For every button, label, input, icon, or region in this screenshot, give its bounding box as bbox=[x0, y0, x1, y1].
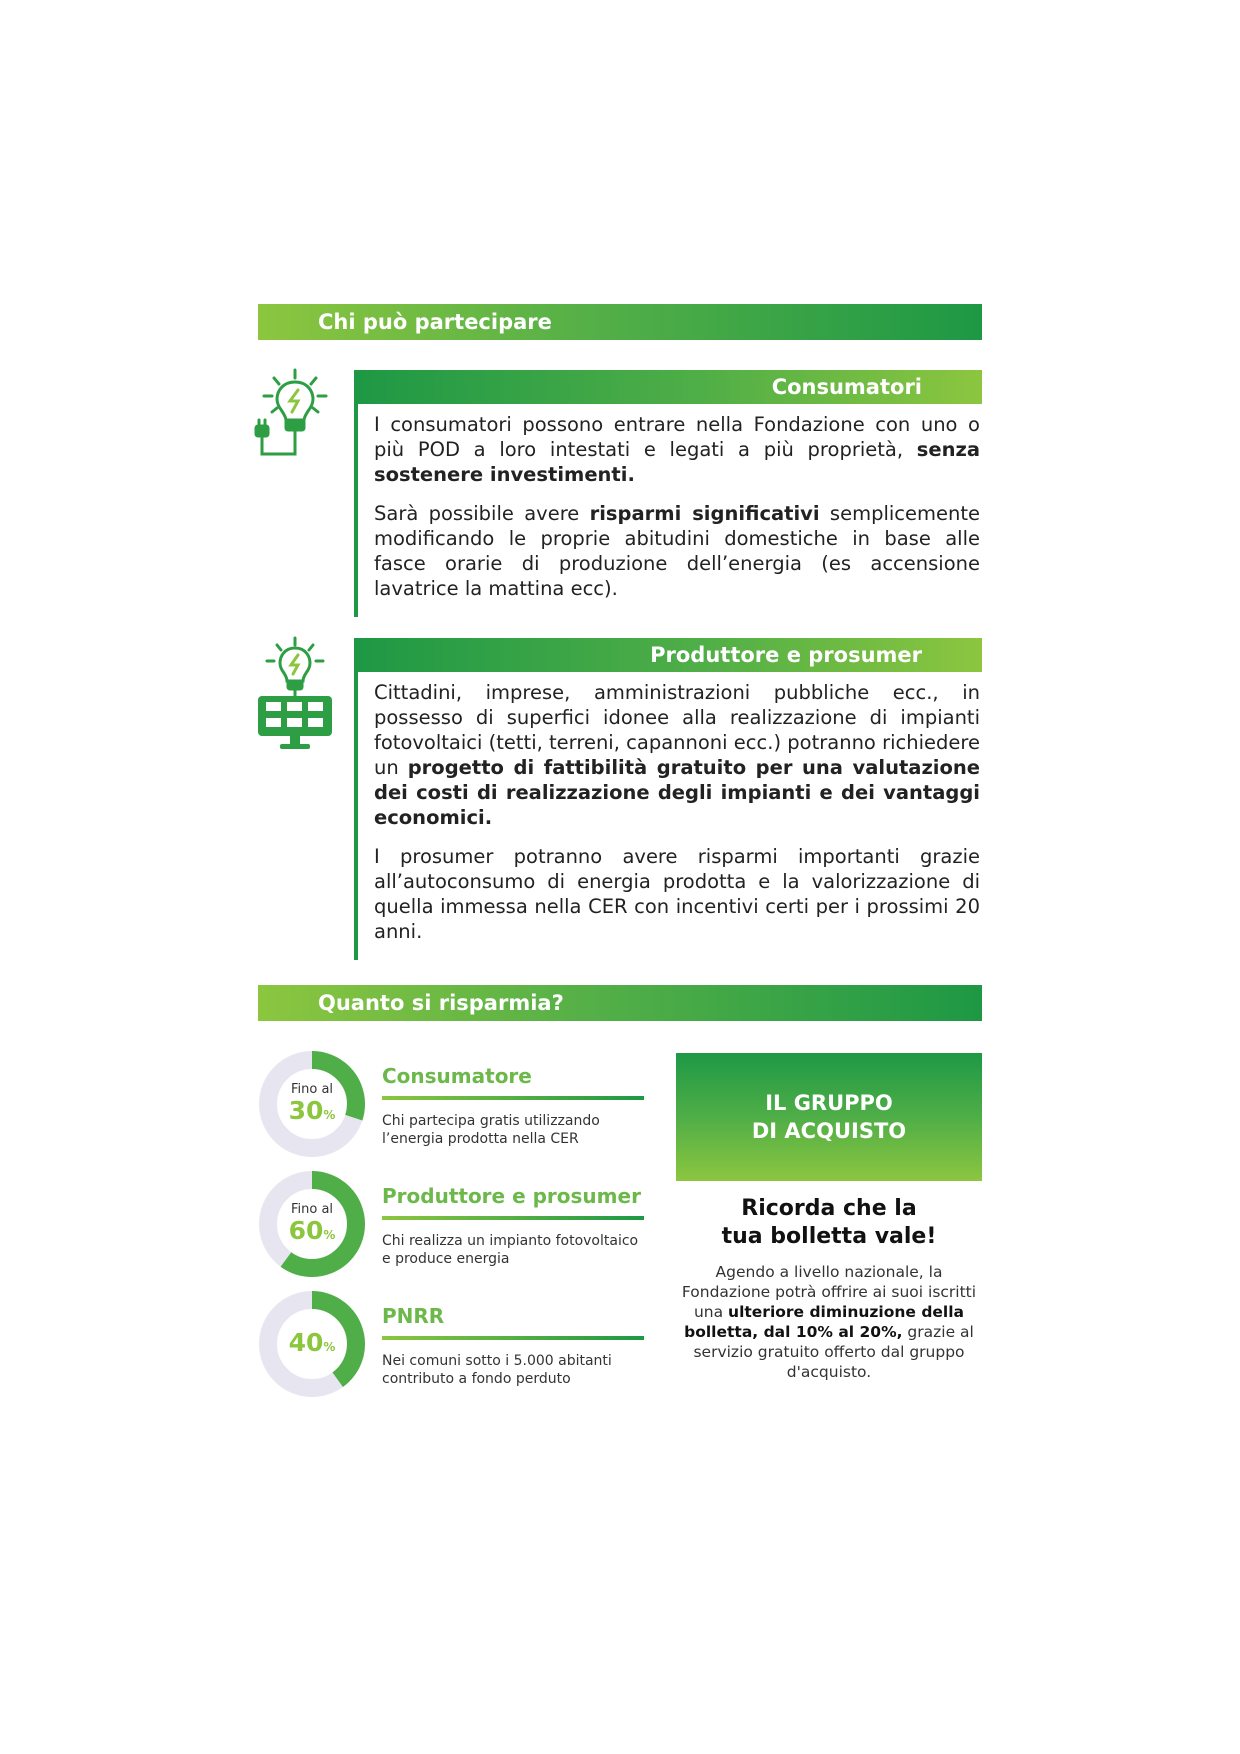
consumatori-header bbox=[354, 370, 982, 404]
saving-percentage bbox=[258, 1328, 366, 1357]
gruppo-heading-line-2: tua bolletta vale! bbox=[721, 1224, 937, 1249]
saving-value: 60 bbox=[288, 1216, 324, 1245]
consumatori-card bbox=[354, 370, 982, 617]
saving-value: 30 bbox=[288, 1096, 324, 1125]
saving-unit: % bbox=[323, 1340, 336, 1354]
gruppo-heading bbox=[676, 1195, 982, 1251]
saving-prefix: Fino al bbox=[290, 1082, 334, 1097]
saving-value: 40 bbox=[288, 1328, 324, 1357]
section-header-chi-puo-partecipare bbox=[258, 304, 982, 340]
consumatori-body bbox=[354, 404, 982, 617]
produttore-header bbox=[354, 638, 982, 672]
saving-unit: % bbox=[323, 1108, 336, 1122]
saving-title: PNRR bbox=[382, 1304, 445, 1328]
consumatori-paragraph-2 bbox=[374, 501, 980, 601]
gruppo-description bbox=[676, 1262, 982, 1382]
consumatori-title: Consumatori bbox=[771, 375, 922, 399]
produttore-p1-bold: progetto di fattibilità gratuito per una valutazione dei costi di realizzazione degli impianti e dei vantaggi economici. bbox=[374, 756, 980, 829]
gruppo-text-a: Agendo a livello nazionale, la Fondazione potrà offrire ai suoi iscritti una bbox=[681, 1263, 977, 1321]
saving-description: Chi partecipa gratis utilizzando l’energia prodotta nella CER bbox=[382, 1113, 600, 1147]
produttore-title: Produttore e prosumer bbox=[650, 643, 922, 667]
produttore-paragraph-1 bbox=[374, 680, 980, 830]
saving-unit: % bbox=[323, 1228, 336, 1242]
saving-divider bbox=[382, 1336, 644, 1340]
saving-title: Consumatore bbox=[382, 1064, 532, 1088]
consumatori-paragraph-1 bbox=[374, 412, 980, 487]
section-title: Quanto si risparmia? bbox=[318, 991, 564, 1015]
produttore-card bbox=[354, 638, 982, 960]
saving-row-produttore bbox=[258, 1170, 644, 1280]
produttore-p1-text: Cittadini, imprese, amministrazioni pubbliche ecc., in possesso di superfici idonee alla realizzazione di impianti fotovoltaici (tetti, terreni, capannoni ecc.) potranno richiedere un bbox=[374, 681, 980, 779]
lightbulb-solar-panel-icon bbox=[252, 636, 338, 754]
gruppo-text-bold: ulteriore diminuzione della bolletta, dal 10% al 20%, bbox=[684, 1303, 965, 1341]
gruppo-text-c: grazie al servizio gratuito offerto dal gruppo d'acquisto. bbox=[693, 1323, 974, 1381]
consumatori-p2-text-a: Sarà possibile avere bbox=[374, 502, 590, 525]
gruppo-box-line-1: IL GRUPPO bbox=[765, 1091, 893, 1115]
consumatori-p1-text: I consumatori possono entrare nella Fondazione con uno o più POD a loro intestati e legati a più proprietà, bbox=[374, 413, 980, 461]
gruppo-box-line-2: DI ACQUISTO bbox=[751, 1119, 907, 1143]
section-title: Chi può partecipare bbox=[318, 310, 552, 334]
produttore-paragraph-2: I prosumer potranno avere risparmi importanti grazie all’autoconsumo di energia prodotta e la valorizzazione di quella immessa nella CER con incentivi certi per i prossimi 20 anni. bbox=[374, 845, 980, 943]
saving-title: Produttore e prosumer bbox=[382, 1184, 641, 1208]
saving-divider bbox=[382, 1216, 644, 1220]
saving-description: Nei comuni sotto i 5.000 abitanti contributo a fondo perduto bbox=[382, 1353, 612, 1387]
saving-row-consumatore bbox=[258, 1050, 644, 1160]
saving-divider bbox=[382, 1096, 644, 1100]
saving-percentage bbox=[258, 1216, 366, 1245]
section-header-quanto-si-risparmia bbox=[258, 985, 982, 1021]
consumatori-p2-bold: risparmi significativi bbox=[589, 502, 820, 525]
gruppo-heading-line-1: Ricorda che la bbox=[741, 1196, 917, 1221]
consumatori-p2-text-c: semplicemente modificando le proprie abitudini domestiche in base alle fasce orarie di produzione dell’energia (es accensione lavatrice la mattina ecc). bbox=[374, 502, 981, 600]
saving-prefix: Fino al bbox=[290, 1202, 334, 1217]
produttore-body bbox=[354, 672, 982, 960]
consumatori-p1-bold: senza sostenere investimenti. bbox=[374, 438, 980, 486]
gruppo-acquisto-box bbox=[676, 1053, 982, 1181]
lightbulb-plug-icon bbox=[252, 368, 338, 464]
saving-percentage bbox=[258, 1096, 366, 1125]
saving-description: Chi realizza un impianto fotovoltaico e produce energia bbox=[382, 1233, 639, 1267]
saving-row-pnrr bbox=[258, 1290, 644, 1400]
